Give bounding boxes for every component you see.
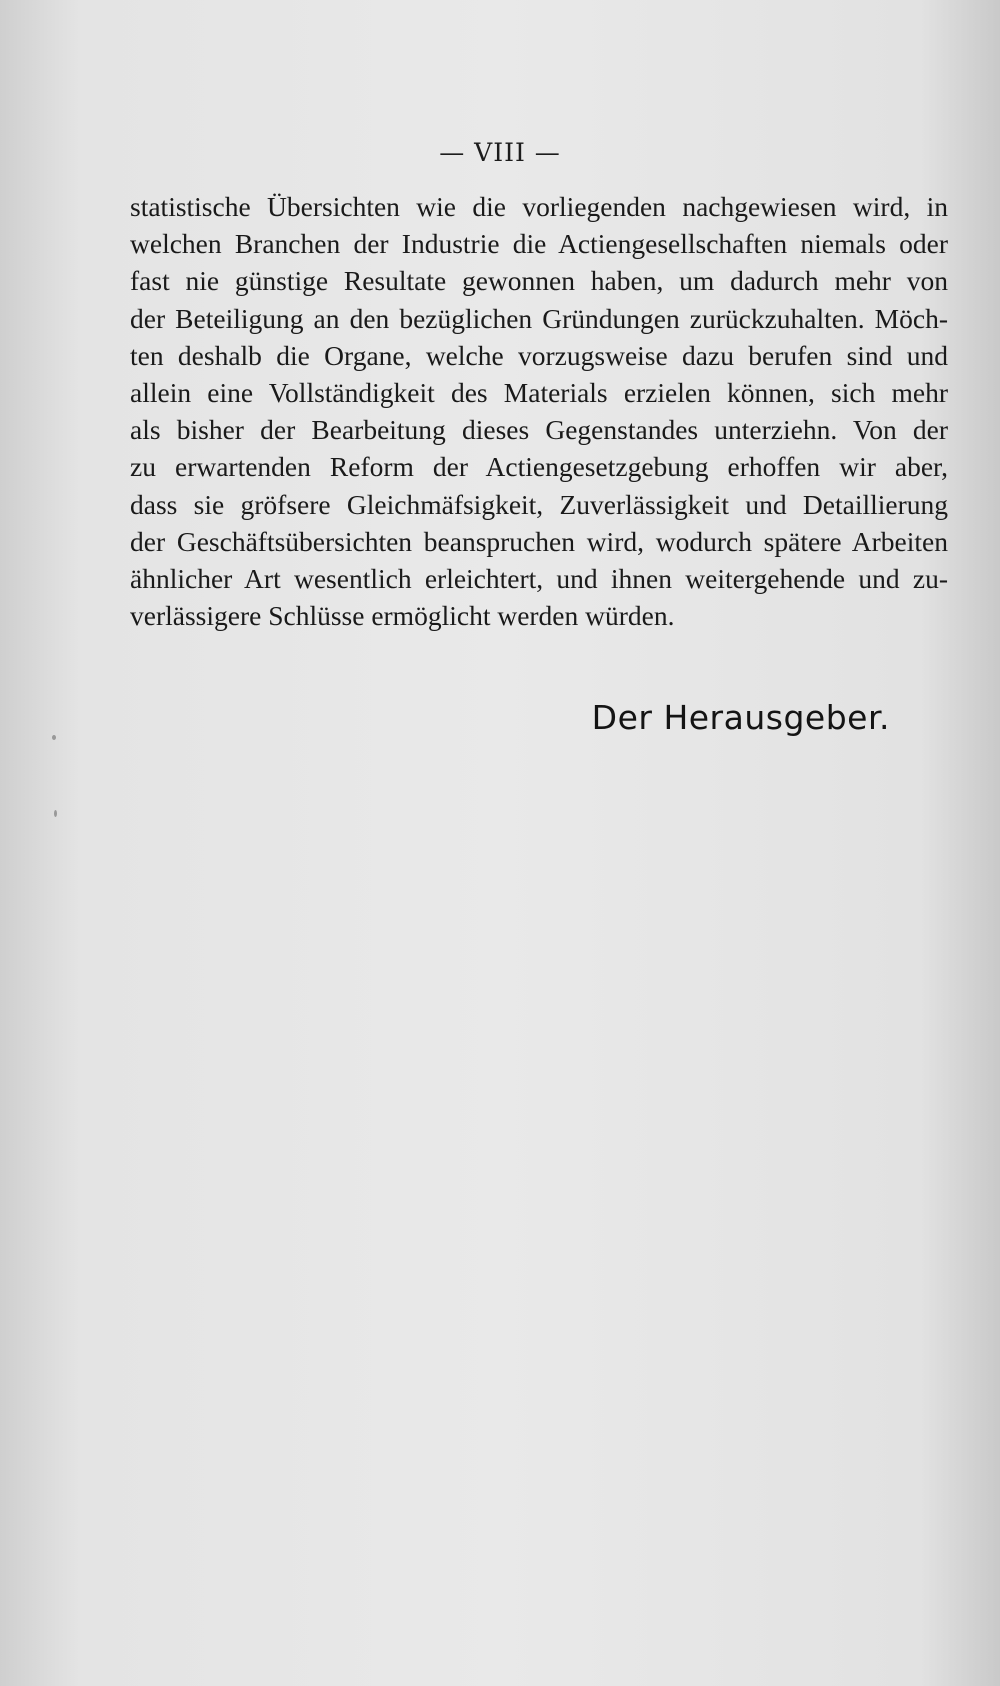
signature: Der Herausgeber. (591, 698, 890, 737)
text-line: als bisher der Bearbeitung dieses Gegenstandes unterziehn. Von der (130, 414, 948, 446)
text-line: der Geschäftsübersichten beanspruchen wird, wodurch spätere Arbeiten (130, 525, 948, 557)
text-line: statistische Übersichten wie die vorliegenden nachgewiesen wird, in (130, 191, 948, 222)
page-number: — VIII — (439, 138, 561, 167)
text-line: ähnlicher Art wesentlich erleichtert, und ihnen weitergehende und zu- (130, 563, 948, 595)
body-text (130, 188, 948, 634)
text-line: fast nie günstige Resultate gewonnen haben, um dadurch mehr von (130, 265, 948, 297)
paper-speck (54, 810, 57, 817)
paper-speck (52, 735, 56, 740)
text-line: der Beteiligung an den bezüglichen Gründungen zurückzuhalten. Möch- (130, 302, 948, 334)
text-line: dass sie gröfsere Gleichmäfsigkeit, Zuverlässigkeit und Detaillierung (130, 488, 948, 520)
text-line: allein eine Vollständigkeit des Materials erzielen können, sich mehr (130, 377, 948, 409)
text-line: welchen Branchen der Industrie die Actiengesellschaften niemals oder (130, 228, 948, 260)
text-line: verlässigere Schlüsse ermöglicht werden würden. (130, 600, 675, 632)
text-line: ten deshalb die Organe, welche vorzugsweise dazu berufen sind und (130, 339, 948, 371)
text-line: zu erwartenden Reform der Actiengesetzgebung erhoffen wir aber, (130, 451, 948, 483)
